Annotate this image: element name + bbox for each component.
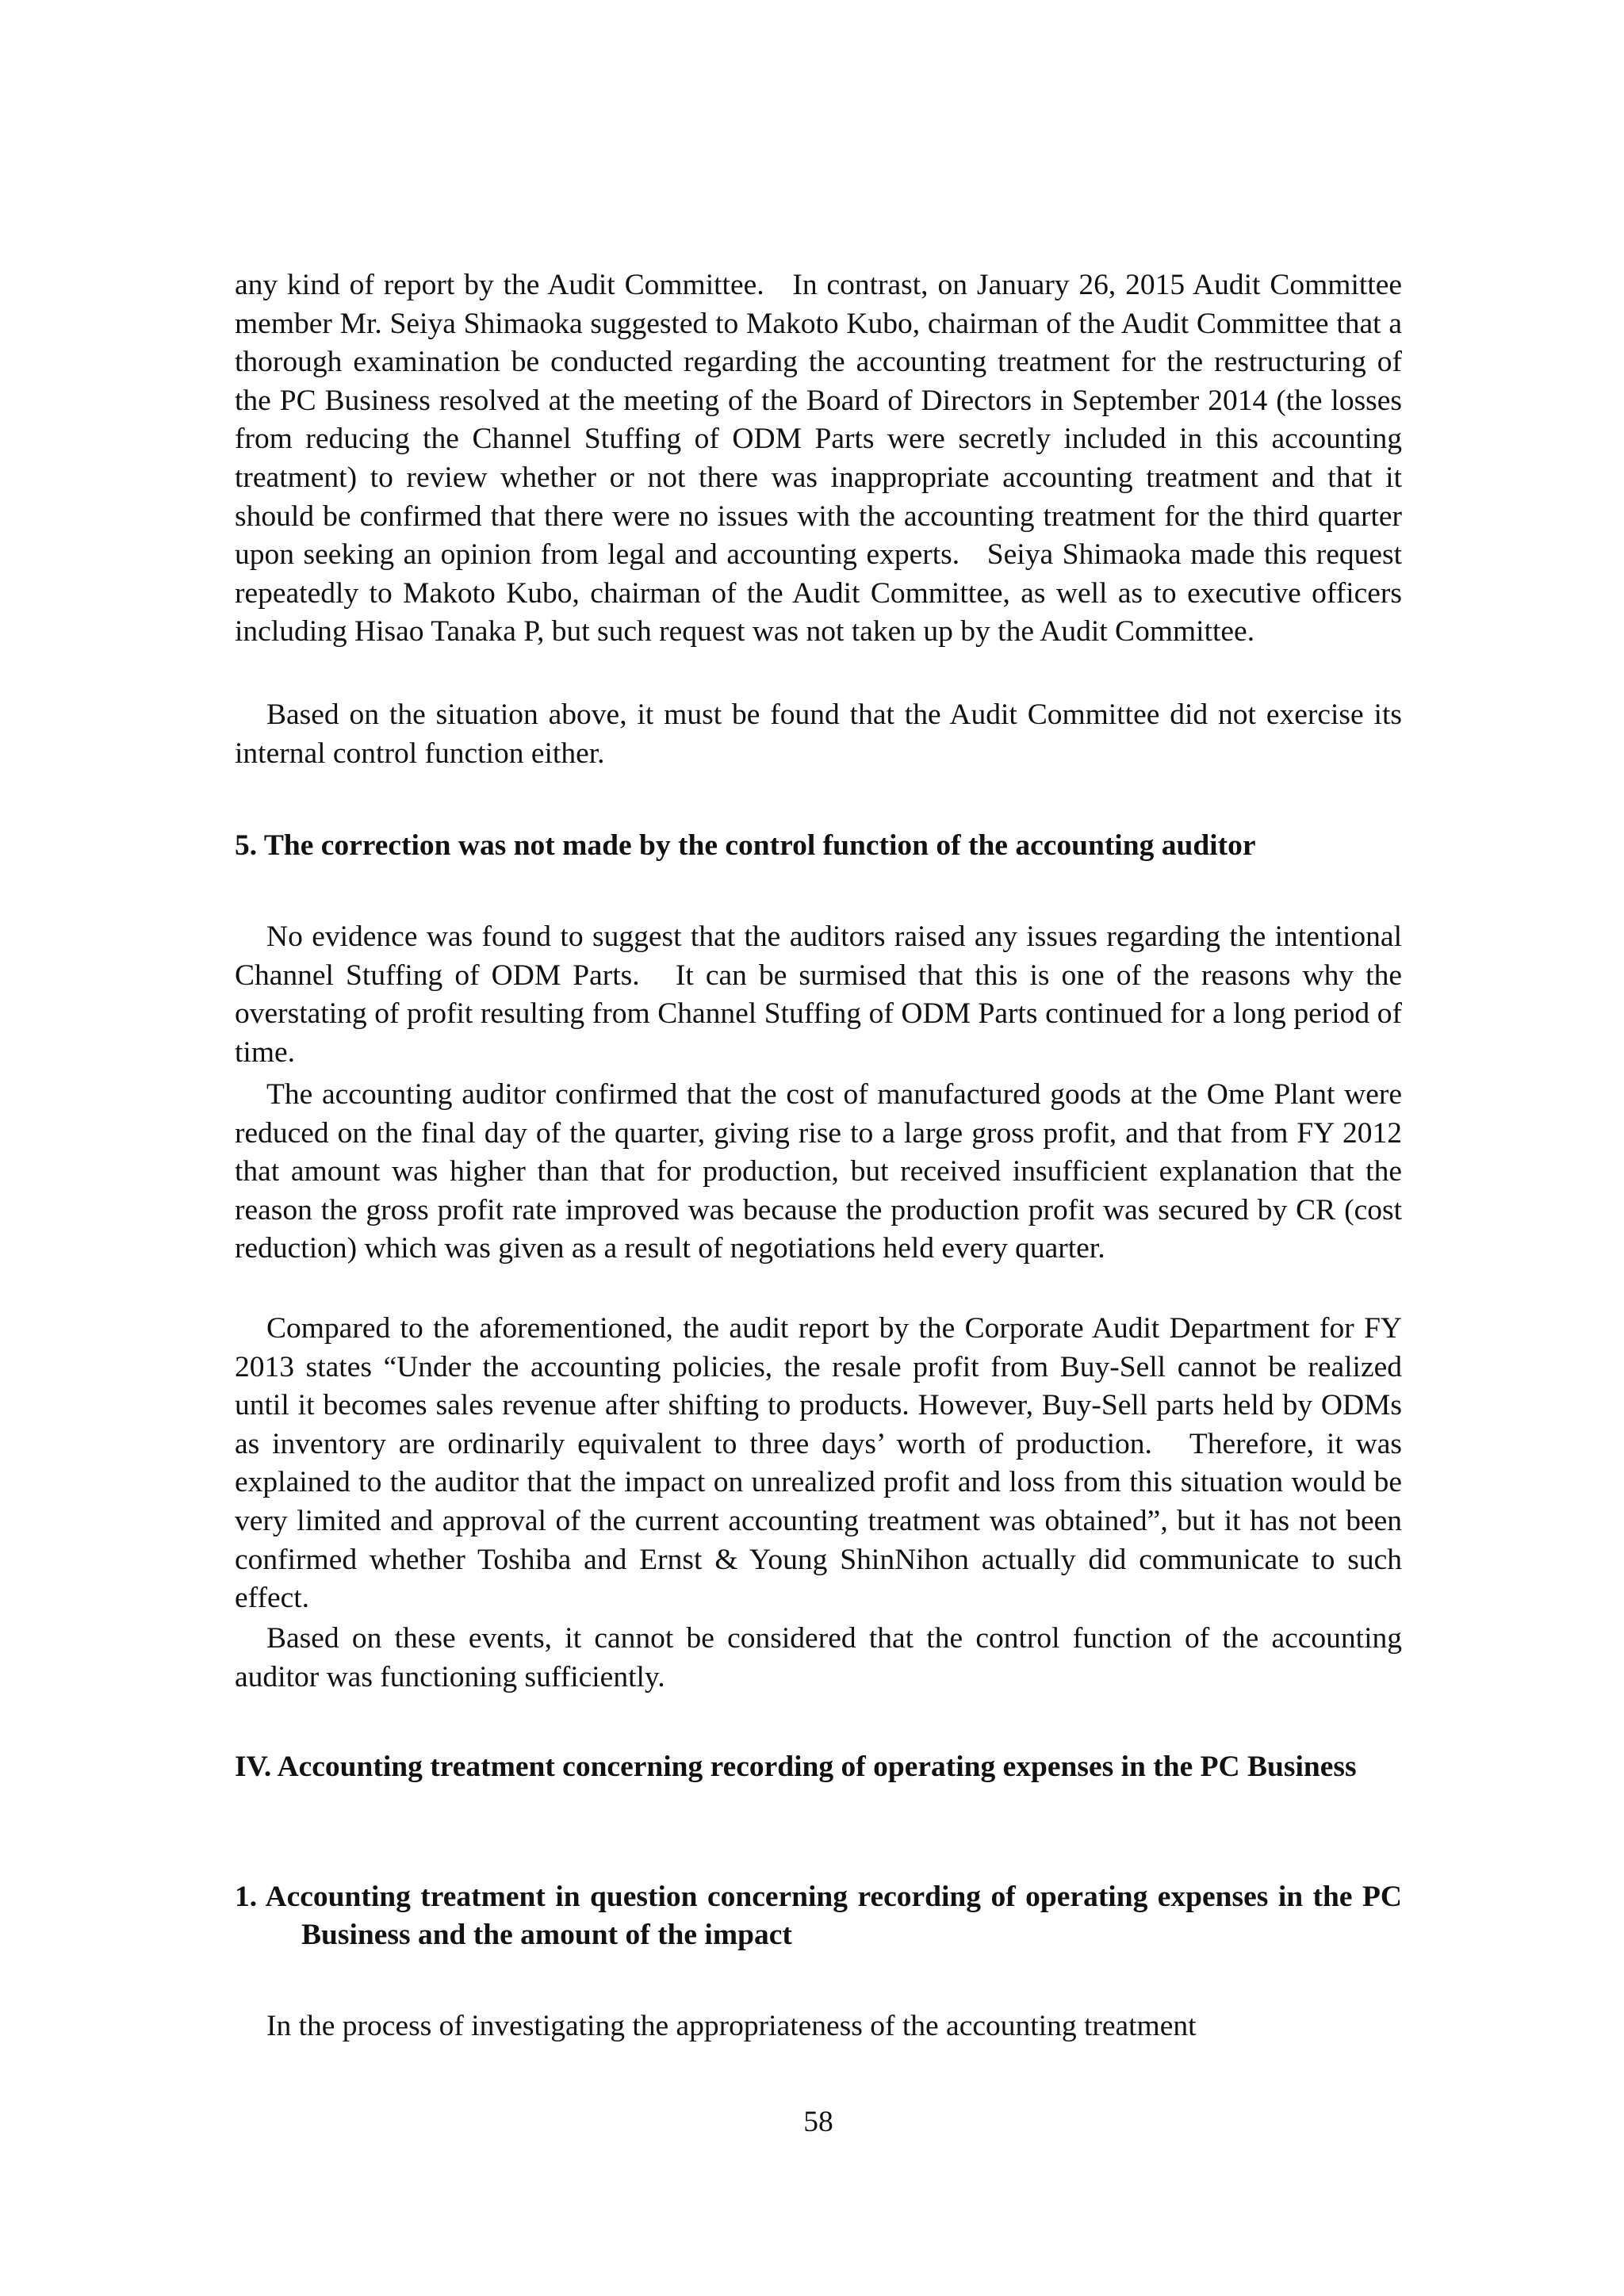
paragraph-audit-committee-report: any kind of report by the Audit Committee. In contrast, on January 26, 2015 Audit Committee member Mr. Seiya Shimaoka suggested to Makoto Kubo, chairman of the Audit Committee that a thorough examination be conducted regarding the accounting treatment for the restructuring of the PC Business resolved at the meeting of the Board of Directors in September 2014 (the losses from reducing the Channel Stuffing of ODM Parts were secretly included in this accounting treatment) to review whether or not there was inappropriate accounting treatment and that it should be confirmed that there were no issues with the accounting treatment for the third quarter upon seeking an opinion from legal and accounting experts. Seiya Shimaoka made this request repeatedly to Makoto Kubo, chairman of the Audit Committee, as well as to executive officers including Hisao Tanaka P, but such request was not taken up by the Audit Committee. <box>235 269 1402 649</box>
paragraph-control-function-conclusion: Based on these events, it cannot be considered that the control function of the accounting auditor was functioning sufficiently. <box>235 1622 1402 1693</box>
heading-chapter-iv: IV. Accounting treatment concerning recording of operating expenses in the PC Business <box>235 1751 1357 1783</box>
paragraph-audit-committee-conclusion: Based on the situation above, it must be found that the Audit Committee did not exercise its internal control function either. <box>235 698 1402 770</box>
paragraph-no-evidence: No evidence was found to suggest that the auditors raised any issues regarding the intentional Channel Stuffing of ODM Parts. It can be surmised that this is one of the reasons why the overstating of profit resulting from Channel Stuffing of ODM Parts continued for a long period of time. <box>235 920 1402 1069</box>
document-page <box>235 0 1402 2296</box>
heading-section-5: 5. The correction was not made by the control function of the accounting auditor <box>235 829 1256 862</box>
page-number: 58 <box>803 2106 833 2138</box>
paragraph-investigation-process: In the process of investigating the appropriateness of the accounting treatment <box>266 2010 1197 2042</box>
paragraph-audit-report-fy2013: Compared to the aforementioned, the audit report by the Corporate Audit Department for FY 2013 states “Under the accounting policies, the resale profit from Buy-Sell cannot be realized until it becomes sales revenue after shifting to products. However, Buy-Sell parts held by ODMs as inventory are ordinarily equivalent to three days’ worth of production. Therefore, it was explained to the auditor that the impact on unrealized profit and loss from this situation would be very limited and approval of the current accounting treatment was obtained”, but it has not been confirmed whether Toshiba and Ernst & Young ShinNihon actually did communicate to such effect. <box>235 1312 1402 1615</box>
paragraph-accounting-auditor-confirmed: The accounting auditor confirmed that the cost of manufactured goods at the Ome Plant were reduced on the final day of the quarter, giving rise to a large gross profit, and that from FY 2012 that amount was higher than that for production, but received insufficient explanation that the reason the gross profit rate improved was because the production profit was secured by CR (cost reduction) which was given as a result of negotiations held every quarter. <box>235 1078 1402 1265</box>
heading-subsection-1: 1. Accounting treatment in question concerning recording of operating expenses in the PC Business and the amount of the impact <box>235 1881 1402 1951</box>
